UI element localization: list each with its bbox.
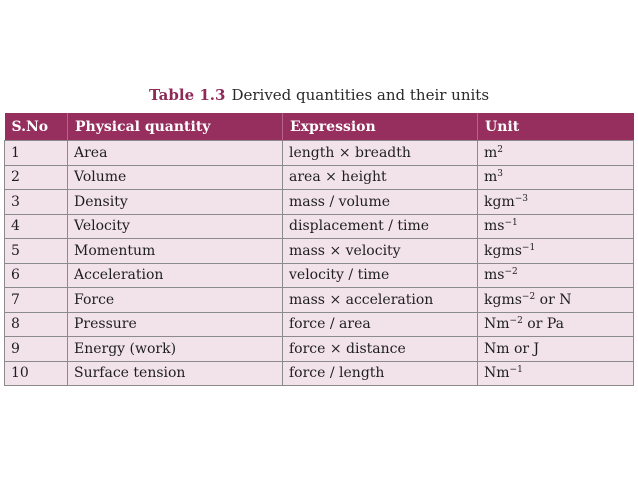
table-body [5,141,634,386]
header-unit: Unit [478,113,634,141]
table-title: Derived quantities and their units [231,86,490,104]
table-row [5,337,634,362]
cell-sno: 1 [5,141,68,166]
unit-exponent: −1 [509,365,523,376]
table-row [5,165,634,190]
cell-unit [478,337,634,362]
unit-alternative: or Pa [522,316,564,333]
table-row [5,312,634,337]
unit-base: ms [484,218,505,235]
cell-physical-quantity: Velocity [68,214,283,239]
cell-expression: force / area [283,312,478,337]
cell-unit [478,141,634,166]
cell-sno: 6 [5,263,68,288]
cell-unit [478,288,634,313]
cell-physical-quantity: Momentum [68,239,283,264]
table-row [5,361,634,386]
unit-exponent: −1 [521,242,536,253]
unit-exponent: 2 [497,144,504,155]
cell-sno: 5 [5,239,68,264]
cell-unit [478,239,634,264]
cell-expression: force / length [283,361,478,386]
derived-units-table [4,113,634,386]
cell-sno: 7 [5,288,68,313]
cell-expression: velocity / time [283,263,478,288]
unit-exponent: −1 [504,218,518,229]
table-header-row [5,113,634,141]
unit-base: kgms [484,291,522,308]
table-row [5,141,634,166]
table-row [5,288,634,313]
cell-unit [478,190,634,215]
table-row [5,190,634,215]
cell-sno: 3 [5,190,68,215]
cell-expression: displacement / time [283,214,478,239]
cell-sno: 4 [5,214,68,239]
cell-expression: mass / volume [283,190,478,215]
cell-physical-quantity: Energy (work) [68,337,283,362]
cell-physical-quantity: Pressure [68,312,283,337]
unit-base: m [484,144,498,161]
cell-expression: force × distance [283,337,478,362]
cell-physical-quantity: Surface tension [68,361,283,386]
header-sno: S.No [5,113,68,141]
unit-exponent: 3 [497,169,504,180]
unit-alternative: or N [535,291,572,308]
cell-physical-quantity: Acceleration [68,263,283,288]
cell-unit [478,165,634,190]
table-row [5,263,634,288]
cell-unit [478,312,634,337]
cell-expression: length × breadth [283,141,478,166]
cell-expression: mass × acceleration [283,288,478,313]
header-physical-quantity: Physical quantity [68,113,283,141]
unit-exponent: −3 [514,193,529,204]
cell-sno: 8 [5,312,68,337]
table-row [5,239,634,264]
unit-base: Nm or J [484,340,540,357]
cell-physical-quantity: Volume [68,165,283,190]
cell-physical-quantity: Density [68,190,283,215]
cell-sno: 10 [5,361,68,386]
table-row [5,214,634,239]
cell-unit [478,361,634,386]
unit-base: ms [484,267,505,284]
unit-base: kgms [484,242,522,259]
cell-physical-quantity: Force [68,288,283,313]
cell-unit [478,214,634,239]
cell-sno: 2 [5,165,68,190]
unit-exponent: −2 [521,291,536,302]
cell-unit [478,263,634,288]
unit-base: Nm [484,316,510,333]
cell-physical-quantity: Area [68,141,283,166]
unit-exponent: −2 [509,316,523,327]
cell-expression: mass × velocity [283,239,478,264]
header-expression: Expression [283,113,478,141]
cell-sno: 9 [5,337,68,362]
unit-base: Nm [484,365,510,382]
table-number: Table 1.3 [148,86,226,104]
table-caption [0,86,638,104]
unit-base: kgm [484,193,515,210]
cell-expression: area × height [283,165,478,190]
unit-exponent: −2 [504,267,518,278]
unit-base: m [484,169,498,186]
